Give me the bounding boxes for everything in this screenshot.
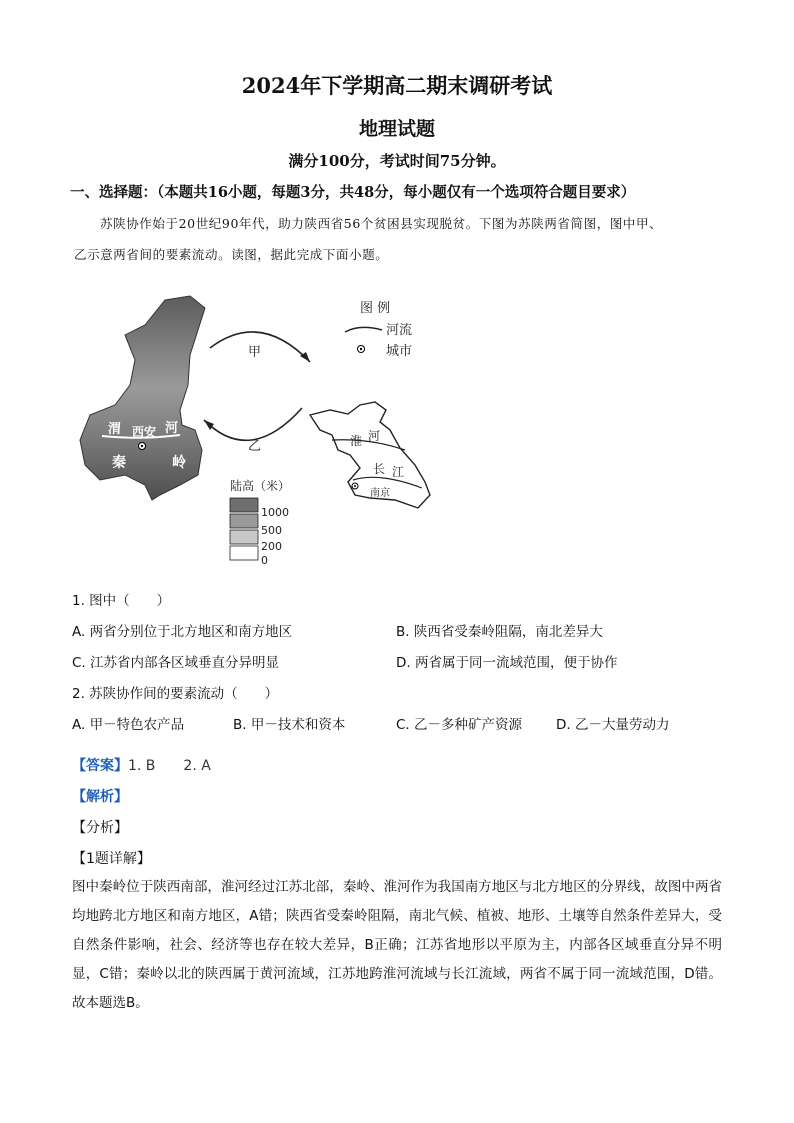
legend-river-line [345, 327, 382, 332]
exam-title: 2024年下学期高二期末调研考试 [241, 73, 553, 98]
label-wei: 渭 [108, 422, 122, 437]
elev-title: 陆高（米） [230, 479, 291, 493]
legend-title: 图 例 [360, 301, 391, 316]
answer-label: 【答案】 [72, 758, 128, 774]
fenxi-label: 【分析】 [72, 820, 128, 836]
detail-text: 图中秦岭位于陕西南部，淮河经过江苏北部，秦岭、淮河作为我国南方地区与北方地区的分界线，故图中两省均地跨北方地区和南方地区，A错；陕西省受秦岭阻隔，南北气候、植被、地形、土壤等自然条件差异大，受自然条件影响，社会、经济等也存在较大差异，B正确；江苏省地形以平原为主，内部各区域垂直分异不明显，C错；秦岭以北的陕西属于黄河流域，江苏地跨淮河流域与长江流域，两省不属于同一流域范围，D错。故本题选B。 [72, 879, 722, 1011]
legend-river: 河流 [386, 323, 413, 338]
answer-row [72, 755, 211, 775]
shaanxi-province [80, 296, 205, 500]
q2-option-d[interactable]: D. 乙－大量劳动力 [556, 717, 670, 733]
label-qin: 秦 [112, 455, 126, 471]
section-heading: 一、选择题：（本题共16小题，每题3分，共48分，每小题仅有一个选项符合题目要求） [70, 184, 636, 201]
question-2-stem: 2. 苏陕协作间的要素流动（ ） [72, 686, 279, 702]
q2-option-a[interactable]: A. 甲－特色农产品 [72, 717, 185, 733]
elev-swatch-1 [230, 498, 258, 512]
intro-line-2: 乙示意两省间的要素流动。读图，据此完成下面小题。 [74, 247, 389, 262]
elev-label-1000: 1000 [261, 506, 289, 519]
elev-label-200: 200 [261, 540, 282, 553]
q1-option-b[interactable]: B. 陕西省受秦岭阻隔，南北差异大 [396, 624, 603, 640]
label-huai: 淮 [350, 434, 363, 448]
q2-option-b[interactable]: B. 甲－技术和资本 [233, 717, 346, 733]
exam-meta: 满分100分，考试时间75分钟。 [288, 152, 506, 170]
analysis-label: 【解析】 [72, 789, 128, 805]
q2-option-c[interactable]: C. 乙－多种矿产资源 [396, 717, 523, 733]
legend-city: 城市 [386, 344, 413, 359]
label-jia: 甲 [248, 345, 262, 360]
elev-label-500: 500 [261, 524, 282, 537]
map-figure [70, 290, 450, 580]
q1-option-c[interactable]: C. 江苏省内部各区域垂直分异明显 [72, 655, 280, 671]
label-yi: 乙 [248, 439, 262, 454]
label-nanjing: 南京 [370, 488, 390, 499]
label-he-huai: 河 [368, 429, 381, 443]
answer-text: 1. B 2. A [128, 758, 211, 774]
label-xian: 西安 [132, 425, 157, 439]
label-jiang: 江 [392, 465, 405, 479]
elev-swatch-4 [230, 546, 258, 560]
elev-label-0: 0 [261, 554, 268, 567]
subject-title: 地理试题 [358, 118, 435, 140]
label-he-wei: 河 [165, 421, 179, 436]
label-chang: 长 [373, 462, 386, 476]
elev-swatch-2 [230, 514, 258, 528]
question-1-stem: 1. 图中（ ） [72, 593, 171, 609]
detail-label: 【1题详解】 [72, 851, 151, 867]
arrow-yi [204, 408, 302, 440]
elev-swatch-3 [230, 530, 258, 544]
intro-line-1: 苏陕协作始于20世纪90年代，助力陕西省56个贫困县实现脱贫。下图为苏陕两省简图，图中甲、 [100, 216, 663, 231]
q1-option-d[interactable]: D. 两省属于同一流域范围，便于协作 [396, 655, 618, 671]
label-ling: 岭 [172, 455, 186, 471]
q1-option-a[interactable]: A. 两省分别位于北方地区和南方地区 [72, 624, 293, 640]
